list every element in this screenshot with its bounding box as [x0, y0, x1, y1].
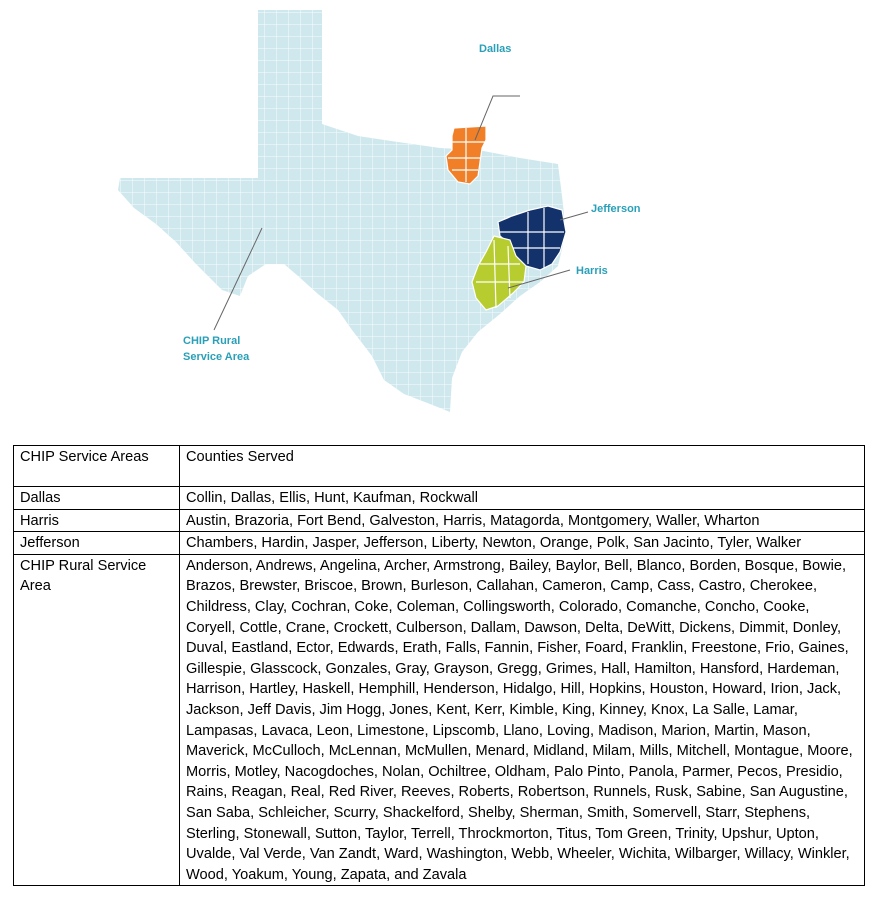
service-areas-table: [13, 445, 865, 886]
table-row: [14, 532, 865, 555]
area-cell: Harris: [14, 509, 180, 532]
rural-label-line2: Service Area: [183, 351, 250, 363]
harris-label: Harris: [576, 265, 608, 277]
table-row: [14, 509, 865, 532]
header-service-areas: CHIP Service Areas: [14, 446, 180, 487]
counties-cell: Chambers, Hardin, Jasper, Jefferson, Liberty, Newton, Orange, Polk, San Jacinto, Tyler, Walker: [180, 532, 865, 555]
area-cell: Dallas: [14, 487, 180, 510]
area-cell: CHIP Rural Service Area: [14, 554, 180, 886]
table-row: [14, 487, 865, 510]
texas-chip-map: [0, 0, 879, 425]
counties-cell: Austin, Brazoria, Fort Bend, Galveston, Harris, Matagorda, Montgomery, Waller, Wharton: [180, 509, 865, 532]
county-lines: [100, 0, 580, 420]
area-cell: Jefferson: [14, 532, 180, 555]
table-row: [14, 554, 865, 886]
counties-cell: Collin, Dallas, Ellis, Hunt, Kaufman, Rockwall: [180, 487, 865, 510]
header-counties-served: Counties Served: [180, 446, 865, 487]
table-header-row: [14, 446, 865, 487]
counties-cell: Anderson, Andrews, Angelina, Archer, Armstrong, Bailey, Baylor, Bell, Blanco, Borden, Bosque, Bowie, Brazos, Brewster, Briscoe, Brown, Burleson, Callahan, Cameron, Camp, Cass, Castro, Cherokee, Childress, Clay, Cochran, Coke, Coleman, Collingsworth, Colorado, Comanche, Concho, Cooke, Coryell, Cottle, Crane, Crockett, Culberson, Dallam, Dawson, Delta, DeWitt, Dickens, Dimmit, Donley, Duval, Eastland, Ector, Edwards, Erath, Falls, Fannin, Fisher, Foard, Franklin, Freestone, Frio, Gaines, Gillespie, Glasscock, Gonzales, Gray, Grayson, Gregg, Grimes, Hall, Hamilton, Hansford, Hardeman, Harrison, Hartley, Haskell, Hemphill, Henderson, Hidalgo, Hill, Hopkins, Houston, Howard, Irion, Jack, Jackson, Jeff Davis, Jim Hogg, Jones, Kent, Kerr, Kimble, King, Kinney, Knox, La Salle, Lamar, Lampasas, Lavaca, Leon, Limestone, Lipscomb, Llano, Loving, Madison, Marion, Martin, Mason, Maverick, McCulloch, McLennan, McMullen, Menard, Midland, Milam, Mills, Mitchell, Montague, Moore, Morris, Motley, Nacogdoches, Nolan, Ochiltree, Oldham, Palo Pinto, Panola, Parmer, Pecos, Presidio, Rains, Reagan, Real, Red River, Reeves, Roberts, Robertson, Runnels, Rusk, Sabine, San Augustine, San Saba, Schleicher, Scurry, Shackelford, Shelby, Sherman, Smith, Somervell, Starr, Stephens, Sterling, Stonewall, Sutton, Taylor, Terrell, Throckmorton, Titus, Tom Green, Trinity, Upshur, Upton, Uvalde, Val Verde, Van Zandt, Ward, Washington, Webb, Wheeler, Wichita, Wilbarger, Willacy, Winkler, Wood, Yoakum, Young, Zapata, and Zavala: [180, 554, 865, 886]
dallas-label: Dallas: [479, 43, 512, 55]
rural-label-line1: CHIP Rural: [183, 335, 241, 347]
jefferson-label: Jefferson: [591, 203, 641, 215]
